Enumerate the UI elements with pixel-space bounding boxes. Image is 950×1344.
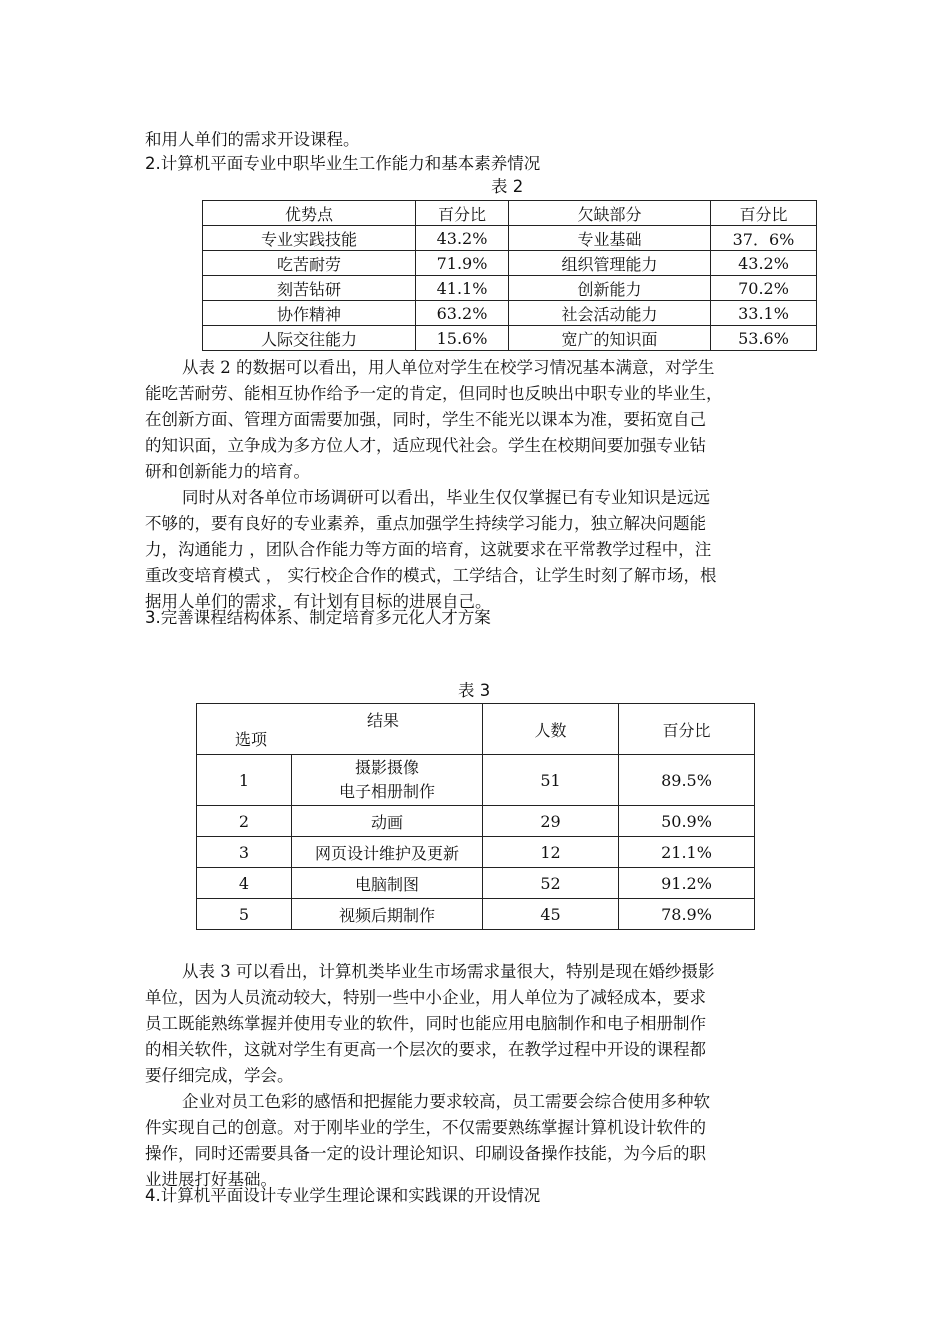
table-row [197,837,755,868]
paragraph-line: 同时从对各单位市场调研可以看出，毕业生仅仅掌握已有专业知识是远远 [182,488,710,507]
table-cell: 3 [197,837,292,868]
table3-caption: 表 3 [458,681,491,700]
table2 [202,200,817,351]
paragraph-line: 操作，同时还需要具备一定的设计理论知识、印刷设备操作技能，为今后的职 [145,1144,706,1163]
table-cell: 12 [483,837,619,868]
paragraph-line: 单位，因为人员流动较大，特别一些中小企业，用人单位为了减轻成本，要求 [145,988,706,1007]
paragraph-line: 要仔细完成，学会。 [145,1066,294,1085]
table-row [203,251,817,276]
table-cell: 1 [197,755,292,806]
text-line: 和用人单们的需求开设课程。 [145,130,360,149]
paragraph-line: 研和创新能力的培育。 [145,462,310,481]
paragraph-line: 在创新方面、管理方面需要加强，同时，学生不能光以课本为准，要拓宽自己 [145,410,706,429]
table-row [197,755,755,806]
table-cell: 71.9% [416,251,509,276]
section-heading-4: 4.计算机平面设计专业学生理论课和实践课的开设情况 [145,1186,541,1205]
table-cell: 吃苦耐劳 [203,251,416,276]
paragraph-line: 重改变培育模式 ， 实行校企合作的模式，工学结合，让学生时刻了解市场，根 [145,566,717,585]
table-cell: 2 [197,806,292,837]
table2-header-cell: 百分比 [711,201,817,226]
cell-line: 电子相册制作 [338,782,435,801]
table-cell: 组织管理能力 [509,251,711,276]
table-cell: 专业实践技能 [203,226,416,251]
paragraph-line: 员工既能熟练掌握并使用专业的软件，同时也能应用电脑制作和电子相册制作 [145,1014,706,1033]
table-cell: 社会活动能力 [509,301,711,326]
table-cell: 78.9% [619,899,755,930]
table-cell: 5 [197,899,292,930]
table3-header-cell: 人数 [483,704,619,755]
table3-header-cell: 百分比 [619,704,755,755]
paragraph-line: 从表 3 可以看出，计算机类毕业生市场需求量很大，特别是现在婚纱摄影 [182,962,715,981]
table-cell: 刻苦钻研 [203,276,416,301]
table-row [197,868,755,899]
paragraph-line: 件实现自己的创意。对于刚毕业的学生，不仅需要熟练掌握计算机设计软件的 [145,1118,706,1137]
paragraph-line: 从表 2 的数据可以看出，用人单位对学生在校学习情况基本满意，对学生 [182,358,715,377]
table-cell: 89.5% [619,755,755,806]
table-cell: 70.2% [711,276,817,301]
cell-line: 摄影摄像 [354,758,419,777]
paragraph-line: 力，沟通能力 ，团队合作能力等方面的培育，这就要求在平常教学过程中，注 [145,540,712,559]
table-cell: 15.6% [416,326,509,351]
table-cell: 37．6% [711,226,817,251]
table-row [197,899,755,930]
table-cell: 协作精神 [203,301,416,326]
table2-header-cell: 欠缺部分 [509,201,711,226]
table-cell: 52 [483,868,619,899]
table-cell: 29 [483,806,619,837]
table-cell: 51 [483,755,619,806]
table-cell [292,755,483,806]
section-heading-3: 3.完善课程结构体系、制定培育多元化人才方案 [145,608,491,627]
paragraph-line: 的相关软件，这就对学生有更高一个层次的要求，在教学过程中开设的课程都 [145,1040,706,1059]
table-cell: 43.2% [711,251,817,276]
table-cell: 33.1% [711,301,817,326]
table-cell: 45 [483,899,619,930]
paragraph-line: 企业对员工色彩的感悟和把握能力要求较高，员工需要会综合使用多种软 [182,1092,710,1111]
paragraph-line: 业进展打好基础。 [145,1170,277,1189]
paragraph-line: 的知识面，立争成为多方位人才，适应现代社会。学生在校期间要加强专业钻 [145,436,706,455]
table-row [203,301,817,326]
table-row [203,276,817,301]
table-cell: 视频后期制作 [292,899,483,930]
table2-header-cell: 百分比 [416,201,509,226]
table3-header-row [197,704,755,755]
table-cell: 动画 [292,806,483,837]
table-cell: 专业基础 [509,226,711,251]
paragraph-line: 能吃苦耐劳、能相互协作给予一定的肯定，但同时也反映出中职专业的毕业生， [145,384,723,403]
table-cell: 43.2% [416,226,509,251]
section-heading-2: 2.计算机平面专业中职毕业生工作能力和基本素养情况 [145,154,541,173]
table-cell: 网页设计维护及更新 [292,837,483,868]
table-cell: 91.2% [619,868,755,899]
table-cell: 50.9% [619,806,755,837]
table-cell: 63.2% [416,301,509,326]
table-row [203,326,817,351]
table-row [197,806,755,837]
table-cell: 41.1% [416,276,509,301]
table2-header-cell: 优势点 [203,201,416,226]
table3-diagonal-header [197,704,483,755]
table-row [203,226,817,251]
table-cell: 53.6% [711,326,817,351]
table-cell: 宽广的知识面 [509,326,711,351]
table-cell: 电脑制图 [292,868,483,899]
header-option-label: 选项 [235,730,268,749]
table2-caption: 表 2 [491,177,524,196]
table3 [196,703,755,930]
table-cell: 21.1% [619,837,755,868]
table-cell: 4 [197,868,292,899]
paragraph-line: 据用人单们的需求，有计划有目标的进展自己。 [145,592,492,611]
paragraph-line: 不够的，要有良好的专业素养，重点加强学生持续学习能力，独立解决问题能 [145,514,706,533]
table2-header-row [203,201,817,226]
table-cell: 人际交往能力 [203,326,416,351]
table-cell: 创新能力 [509,276,711,301]
header-result-label: 结果 [367,711,400,730]
